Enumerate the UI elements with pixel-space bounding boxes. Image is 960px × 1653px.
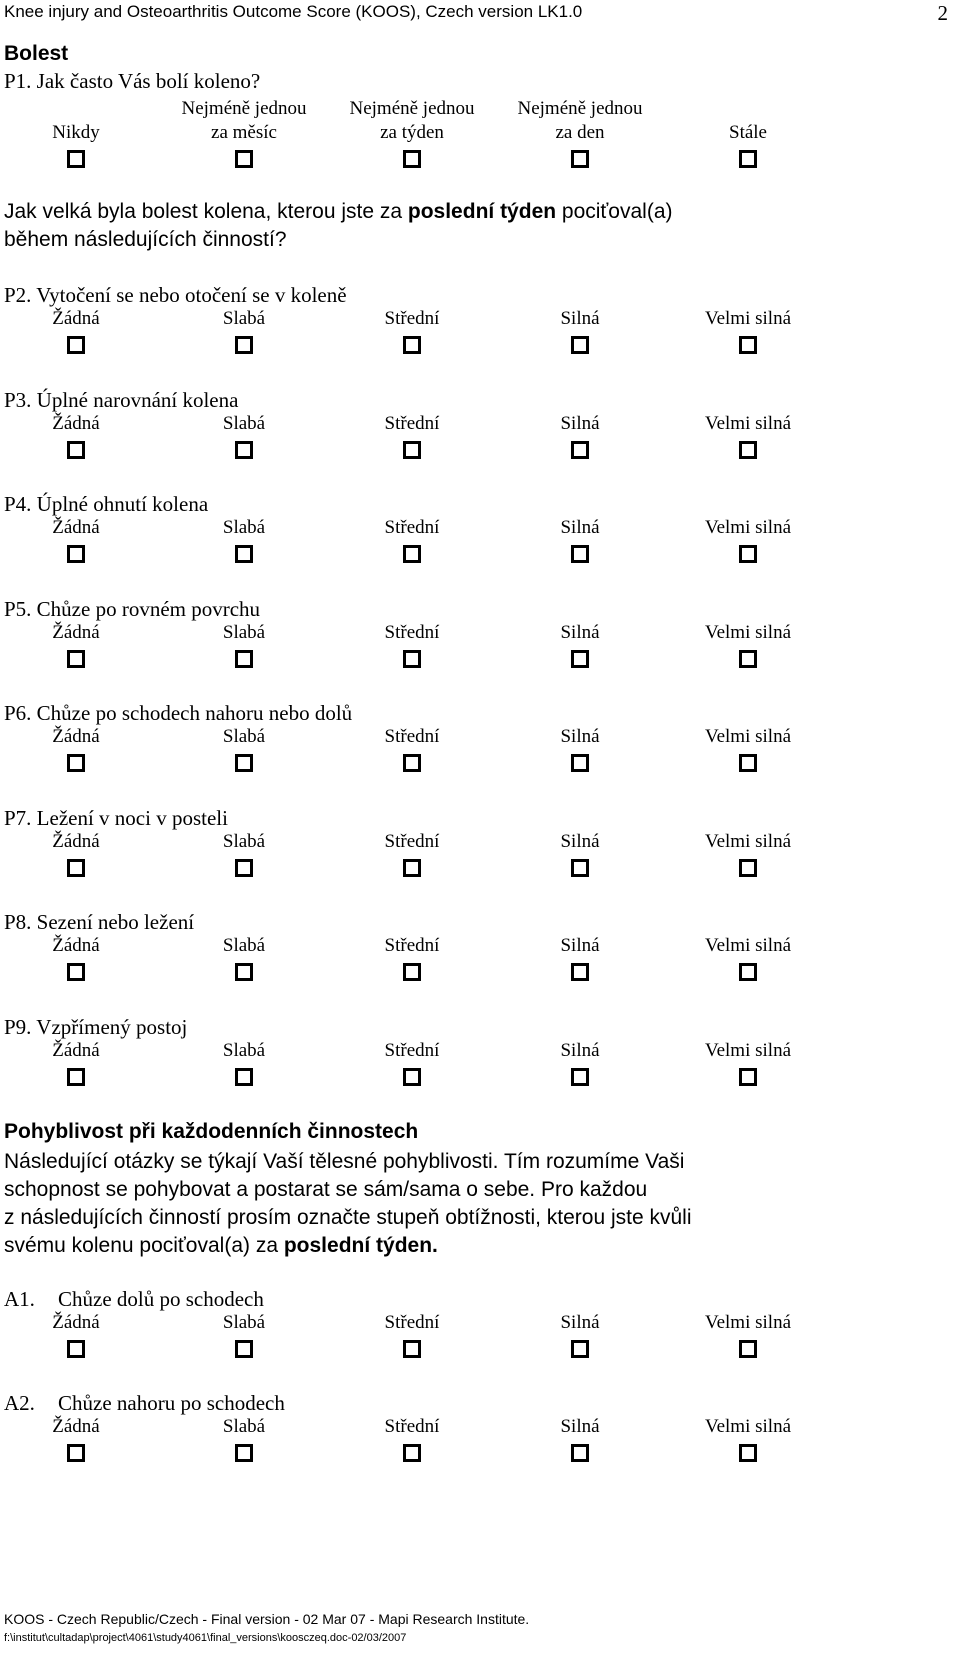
checkbox-p3-option-5 (739, 441, 757, 459)
checkbox-p6-option-1 (67, 754, 85, 772)
checkbox-p8-option-2 (235, 963, 253, 981)
pain-intro-text: Jak velká byla bolest kolena, kterou jste za (4, 200, 408, 223)
scale-label: Žádná (52, 1312, 100, 1333)
scale-label: Silná (560, 1039, 600, 1061)
scale-label: Žádná (52, 935, 100, 956)
question-a1-number: A1. (4, 1287, 35, 1311)
scale-label: Slabá (222, 517, 266, 538)
checkbox-a1-option-4 (571, 1340, 589, 1358)
scale-label: Slabá (222, 621, 266, 643)
question-a2-number: A2. (4, 1391, 35, 1415)
adl-section-title: Pohyblivost při každodenních činnostech (4, 1120, 419, 1143)
checkbox-p3-option-2 (235, 441, 253, 459)
adl-intro-line4 (4, 1232, 438, 1260)
scale-label: Silná (560, 308, 600, 329)
scale-label: Žádná (52, 412, 100, 434)
checkbox-a2-option-4 (571, 1444, 589, 1462)
document-header-title: Knee injury and Osteoarthritis Outcome Score (KOOS), Czech version LK1.0 (4, 2, 583, 21)
scale-label: Velmi silná (704, 830, 792, 852)
checkbox-p1-option-3[interactable] (403, 150, 421, 168)
option-label-stale: Stále (729, 122, 767, 143)
scale-label: Slabá (222, 1039, 266, 1061)
checkbox-p4-option-4 (571, 545, 589, 563)
scale-label: Žádná (52, 1039, 100, 1061)
scale-label: Střední (384, 830, 440, 852)
scale-label: Střední (384, 1416, 440, 1437)
scale-label: Střední (384, 1039, 440, 1061)
scale-label: Žádná (52, 308, 100, 329)
checkbox-p6-option-4 (571, 754, 589, 772)
scale-label: Silná (560, 1312, 600, 1333)
checkbox-p1-option-1[interactable] (67, 150, 85, 168)
checkbox-a2-option-2 (235, 1444, 253, 1462)
scale-label: Silná (560, 726, 600, 747)
question-p9-text: P9. Vzpřímený postoj (4, 1014, 188, 1039)
page-number: 2 (937, 1, 948, 25)
checkbox-p5-option-2 (235, 650, 253, 668)
checkbox-p1-option-4[interactable] (571, 150, 589, 168)
question-p6-text: P6. Chůze po schodech nahoru nebo dolů (4, 701, 353, 725)
question-p7-text: P7. Ležení v noci v posteli (4, 805, 228, 830)
question-a1-text: Chůze dolů po schodech (58, 1287, 264, 1311)
checkbox-p1-option-5[interactable] (739, 150, 757, 168)
scale-label: Žádná (52, 621, 100, 643)
option-label-line1: Nejméně jednou (517, 98, 643, 119)
scale-label: Střední (384, 1312, 440, 1333)
checkbox-p4-option-5 (739, 545, 757, 563)
checkbox-p8-option-1 (67, 963, 85, 981)
checkbox-a2-option-3 (403, 1444, 421, 1462)
checkbox-p3-option-1 (67, 441, 85, 459)
checkbox-a2-option-1 (67, 1444, 85, 1462)
checkbox-p3-option-4 (571, 441, 589, 459)
checkbox-p9-option-1 (67, 1068, 85, 1086)
checkbox-p5-option-4 (571, 650, 589, 668)
checkbox-p5-option-1 (67, 650, 85, 668)
checkbox-p4-option-2 (235, 545, 253, 563)
scale-label: Silná (560, 412, 600, 434)
checkbox-p7-option-3 (403, 859, 421, 877)
checkbox-p2-option-3 (403, 336, 421, 354)
scale-label: Velmi silná (704, 517, 792, 538)
checkbox-a1-option-5 (739, 1340, 757, 1358)
scale-label: Slabá (222, 830, 266, 852)
scale-label: Střední (384, 621, 440, 643)
question-p3-text: P3. Úplné narovnání kolena (4, 387, 239, 412)
checkbox-p7-option-4 (571, 859, 589, 877)
scale-label: Velmi silná (704, 1312, 792, 1333)
pain-section-title: Bolest (4, 42, 69, 65)
checkbox-p7-option-5 (739, 859, 757, 877)
footer-copyright: KOOS - Czech Republic/Czech - Final version - 02 Mar 07 - Mapi Research Institute. (4, 1611, 530, 1627)
checkbox-p4-option-1 (67, 545, 85, 563)
scale-label: Žádná (52, 1416, 100, 1437)
scale-label: Velmi silná (704, 1039, 792, 1061)
question-p4-text: P4. Úplné ohnutí kolena (4, 492, 209, 516)
scale-label: Střední (384, 517, 440, 538)
checkbox-p9-option-5 (739, 1068, 757, 1086)
scale-label: Střední (384, 726, 440, 747)
scale-label: Slabá (222, 308, 266, 329)
adl-intro-text: svému kolenu pociťoval(a) za (4, 1234, 284, 1257)
checkbox-a1-option-1 (67, 1340, 85, 1358)
checkbox-p4-option-3 (403, 545, 421, 563)
scale-label: Střední (384, 935, 440, 956)
question-a2-text: Chůze nahoru po schodech (58, 1391, 285, 1415)
checkbox-p7-option-2 (235, 859, 253, 877)
checkbox-p2-option-1 (67, 336, 85, 354)
scale-label: Žádná (52, 726, 100, 747)
scale-label: Velmi silná (704, 621, 792, 643)
scale-label: Silná (560, 621, 600, 643)
adl-intro-line1: Následující otázky se týkají Vaší tělesné pohyblivosti. Tím rozumíme Vaši (4, 1150, 685, 1173)
checkbox-p8-option-3 (403, 963, 421, 981)
scale-label: Slabá (222, 412, 266, 434)
scale-label: Žádná (52, 830, 100, 852)
checkbox-p6-option-2 (235, 754, 253, 772)
scale-label: Střední (384, 412, 440, 434)
option-label-line2: za týden (380, 122, 444, 143)
checkbox-p6-option-3 (403, 754, 421, 772)
question-p2-text: P2. Vytočení se nebo otočení se v koleně (4, 283, 347, 307)
checkbox-p1-option-2[interactable] (235, 150, 253, 168)
scale-label: Velmi silná (704, 935, 792, 956)
checkbox-p9-option-3 (403, 1068, 421, 1086)
option-label-line2: za měsíc (211, 122, 277, 143)
scale-label: Silná (560, 830, 600, 852)
adl-intro-line2: schopnost se pohybovat a postarat se sám/sama o sebe. Pro každou (4, 1178, 648, 1201)
option-label-nikdy: Nikdy (52, 122, 100, 143)
scale-label: Velmi silná (704, 726, 792, 747)
option-label-line1: Nejméně jednou (349, 98, 475, 119)
checkbox-p9-option-2 (235, 1068, 253, 1086)
checkbox-p9-option-4 (571, 1068, 589, 1086)
scale-label: Velmi silná (704, 308, 792, 329)
option-label-line2: za den (555, 122, 605, 143)
scale-label: Velmi silná (704, 1416, 792, 1437)
adl-intro-emphasis: poslední týden. (283, 1234, 438, 1257)
checkbox-a1-option-3 (403, 1340, 421, 1358)
scale-label: Velmi silná (704, 412, 792, 434)
scale-label: Silná (560, 1416, 600, 1437)
question-p1-text: P1. Jak často Vás bolí koleno? (4, 69, 261, 93)
scale-label: Silná (560, 935, 600, 956)
scale-label: Silná (560, 517, 600, 538)
pain-intro-line1 (4, 198, 673, 226)
scale-label: Střední (384, 308, 440, 329)
option-label-line1: Nejméně jednou (181, 98, 307, 119)
scale-label: Slabá (222, 935, 266, 956)
checkbox-p2-option-2 (235, 336, 253, 354)
checkbox-a1-option-2 (235, 1340, 253, 1358)
checkbox-p5-option-5 (739, 650, 757, 668)
checkbox-a2-option-5 (739, 1444, 757, 1462)
checkbox-p2-option-4 (571, 336, 589, 354)
checkbox-p6-option-5 (739, 754, 757, 772)
checkbox-p8-option-4 (571, 963, 589, 981)
scale-label: Slabá (222, 1312, 266, 1333)
checkbox-p3-option-3 (403, 441, 421, 459)
adl-intro-line3: z následujících činností prosím označte stupeň obtížnosti, kterou jste kvůli (4, 1206, 692, 1229)
pain-intro-emphasis: poslední týden (407, 200, 557, 223)
pain-intro-line2: během následujících činností? (4, 228, 287, 251)
checkbox-p7-option-1 (67, 859, 85, 877)
scale-label: Slabá (222, 726, 266, 747)
scale-label: Slabá (222, 1416, 266, 1437)
pain-intro-text-end: pociťoval(a) (556, 200, 673, 223)
checkbox-p8-option-5 (739, 963, 757, 981)
question-p8-text: P8. Sezení nebo ležení (4, 910, 195, 934)
checkbox-p2-option-5 (739, 336, 757, 354)
question-p5-text: P5. Chůze po rovném povrchu (4, 596, 261, 621)
footer-file-path: f:\institut\cultadap\project\4061\study4061\final_versions\koosczeq.doc-02/03/2007 (4, 1632, 407, 1644)
scale-label: Žádná (52, 517, 100, 538)
checkbox-p5-option-3 (403, 650, 421, 668)
